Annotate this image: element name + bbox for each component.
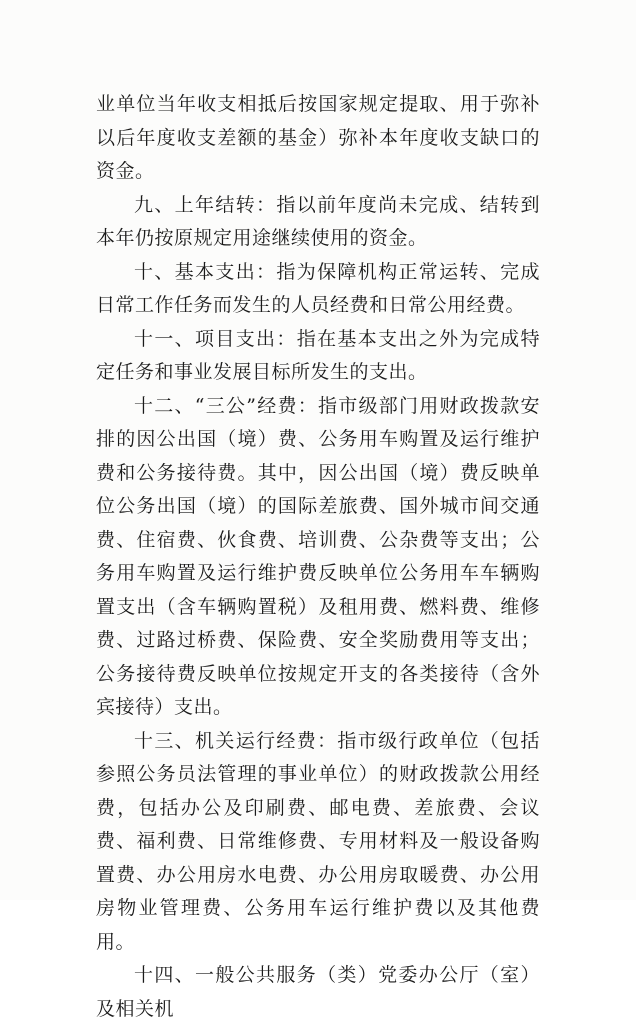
paragraph-item-10-basic-expenditure: 十、基本支出：指为保障机构正常运转、完成日常工作任务而发生的人员经费和日常公用经费。 (96, 260, 540, 316)
paragraph-item-9-prior-year-carryover: 九、上年结转：指以前年度尚未完成、结转到本年仍按原规定用途继续使用的资金。 (96, 193, 540, 249)
paragraph-item-14-general-public-services: 十四、一般公共服务（类）党委办公厅（室）及相关机 (96, 964, 540, 1020)
paragraph-item-13-agency-operating-funds: 十三、机关运行经费：指市级行政单位（包括参照公务员法管理的事业单位）的财政拨款公用经费，包括办公及印刷费、邮电费、差旅费、会议费、福利费、日常维修费、专用材料及一般设备购置费、办公用房水电费、办公用房取暖费、办公用房物业管理费、公务用车运行维护费以及其他费用。 (96, 729, 540, 953)
document-body (96, 88, 540, 1026)
paragraph-item-12-three-public-expenses: 十二、“三公”经费：指市级部门用财政拨款安排的因公出国（境）费、公务用车购置及运行维护费和公务接待费。其中，因公出国（境）费反映单位公务出国（境）的国际差旅费、国外城市间交通费、住宿费、伙食费、培训费、公杂费等支出；公务用车购置及运行维护费反映单位公务用车车辆购置支出（含车辆购置税）及租用费、燃料费、维修费、过路过桥费、保险费、安全奖励费用等支出；公务接待费反映单位按规定开支的各类接待（含外宾接待）支出。 (96, 394, 540, 718)
paragraph-continuation: 业单位当年收支相抵后按国家规定提取、用于弥补以后年度收支差额的基金）弥补本年度收支缺口的资金。 (96, 93, 540, 182)
paragraph-item-11-project-expenditure: 十一、项目支出：指在基本支出之外为完成特定任务和事业发展目标所发生的支出。 (96, 327, 540, 383)
